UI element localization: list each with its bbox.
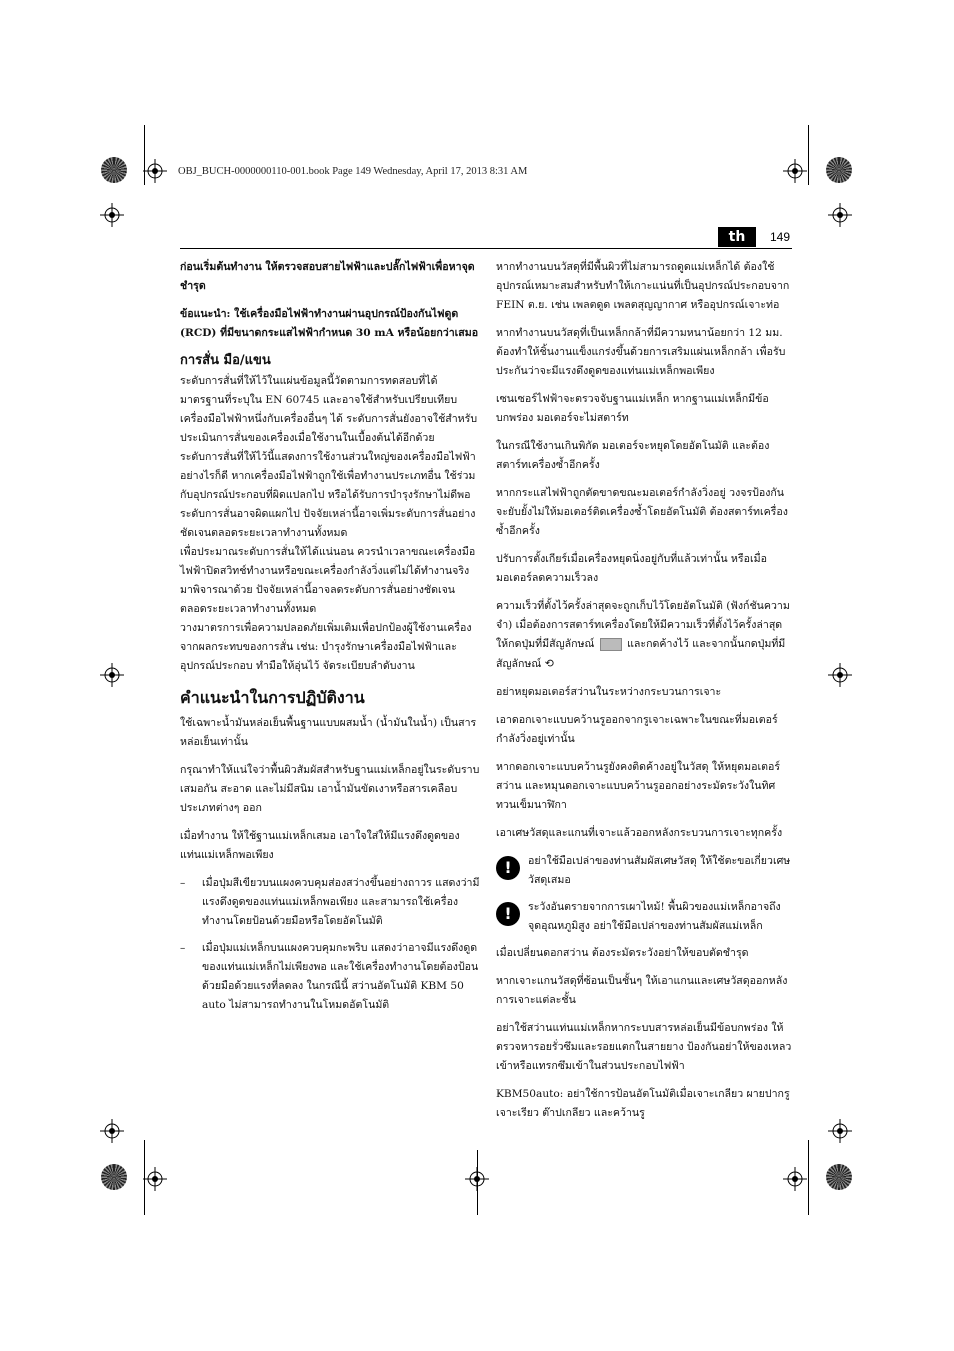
- stuck-cutter-text: หากดอกเจาะแบบคว้านรูยังคงติดค้างอยู่ในวัสดุ ให้หยุดมอเตอร์สว่าน และหมุนดอกเจาะแบบคว้านรูออกอย่างระมัดระวังในทิศทวนเข็มนาฬิกา: [496, 761, 781, 811]
- memory-function-text-b: และกดค้างไว้ และจากนั้นกดปุ่มที่มีสัญลักษณ์: [496, 638, 786, 670]
- change-cutter-text: เมื่อเปลี่ยนดอกสว่าน ต้องระมัดระวังอย่าให้ขอบตัดชำรุด: [496, 947, 749, 959]
- vibration-paragraph-2: ระดับการสั่นที่ให้ไว้นี้แสดงการใช้งานส่วนใหญ่ของเครื่องมือไฟฟ้า อย่างไรก็ดี หากเครื่องมือไฟฟ้าถูกใช้เพื่อทำงานประเภทอื่น ใช้ร่วมกับอุปกรณ์ประกอบที่ผิดแปลกไป หรือได้รับการบำรุงรักษาไม่ดีพอ ระดับการสั่นอาจผิดแผกไป ปัจจัยเหล่านี้อาจเพิ่มระดับการสั่นอย่างชัดเจนตลอดระยะเวลาทำงานทั้งหมด: [180, 451, 476, 539]
- warning-text: ระวังอันตรายจากการเผาไหม้! พื้นผิวของแม่เหล็กอาจถึงจุดอุณหภูมิสูง อย่าใช้มือเปล่าของท่านสัมผัสแม่เหล็ก: [528, 901, 781, 932]
- right-column: [496, 258, 792, 1132]
- memory-function-text-a: ความเร็วที่ตั้งไว้ครั้งล่าสุดจะถูกเก็บไว้โดยอัตโนมัติ (ฟังก์ชันความจำ) เมื่อต้องการสตาร์ทเครื่องโดยให้มีความเร็วที่ตั้งไว้ครั้งล่าสุด ให้กดปุ่มที่มีสัญลักษณ์: [496, 600, 790, 650]
- remove-cutter-text: เอาดอกเจาะแบบคว้านรูออกจากรูเจาะเฉพาะในขณะที่มอเตอร์กำลังวิ่งอยู่เท่านั้น: [496, 714, 778, 745]
- language-tag: th: [718, 227, 756, 247]
- list-item-text: เมื่อปุ่มแม่เหล็กบนแผงควบคุมกะพริบ แสดงว่าอาจมีแรงดึงดูดของแท่นแม่เหล็กไม่เพียงพอ และใช้เครื่องทำงานโดยต้องป้อนด้วยมือด้วยแรงที่ลดลง ในกรณีนี้ สว่านอัตโนมัติ KBM 50 auto ไม่สามารถทำงานในโหมดอัตโนมัติ: [202, 942, 479, 1011]
- registration-mark-left-lower: [100, 1119, 124, 1143]
- crop-line-bottom-right-v: [808, 1140, 809, 1215]
- safety-check-text: ก่อนเริ่มต้นทำงาน ให้ตรวจสอบสายไฟฟ้าและปลั๊กไฟฟ้าเพื่อหาจุดชำรุด: [180, 261, 475, 292]
- list-item: [180, 939, 480, 1015]
- operation-heading: คำแนะนำในการปฏิบัติงาน: [180, 688, 365, 707]
- gear-setting-text: ปรับการตั้งเกียร์เมื่อเครื่องหยุดนิ่งอยู่กับที่แล้วเท่านั้น หรือเมื่อมอเตอร์ลดความเร็วลง: [496, 553, 767, 584]
- nonmagnetic-material-text: หากทำงานบนวัสดุที่มีพื้นผิวที่ไม่สามารถดูดแม่เหล็กได้ ต้องใช้อุปกรณ์เหมาะสมสำหรับทำให้เกาะแน่นที่เป็นอุปกรณ์ประกอบจาก FEIN ต.ย. เช่น เพลตดูด เพลตสุญญากาศ หรืออุปกรณ์เจาะท่อ: [496, 261, 790, 311]
- overload-text: ในกรณีใช้งานเกินพิกัด มอเตอร์จะหยุดโดยอัตโนมัติ และต้องสตาร์ทเครื่องซ้ำอีกครั้ง: [496, 440, 770, 471]
- power-interruption-text: หากกระแสไฟฟ้าถูกตัดขาดขณะมอเตอร์กำลังวิ่งอยู่ วงจรป้องกันจะยับยั้งไม่ให้มอเตอร์ติดเครื่องซ้ำโดยอัตโนมัติ ต้องสตาร์ทเครื่องซ้ำอีกครั้ง: [496, 487, 788, 537]
- color-target-top-left: [101, 157, 127, 183]
- list-item-text: เมื่อปุ่มสีเขียวบนแผงควบคุมส่องสว่างขึ้นอย่างถาวร แสดงว่ามีแรงดึงดูดของแท่นแม่เหล็กพอเพียง และสามารถใช้เครื่องทำงานโดยป้อนด้วยมือหรือโดยอัตโนมัติ: [202, 877, 480, 927]
- operation-paragraph-2: กรุณาทำให้แน่ใจว่าพื้นผิวสัมผัสสำหรับฐานแม่เหล็กอยู่ในระดับราบเสมอกัน สะอาด และไม่มีสนิม เอาน้ำมันขัดเงาหรือสารเคลือบประเภทต่างๆ ออก: [180, 764, 480, 814]
- registration-mark-right-upper: [828, 203, 852, 227]
- list-item: [180, 874, 480, 931]
- registration-mark-top-right: [783, 159, 807, 183]
- registration-mark-right-lower: [828, 1119, 852, 1143]
- vibration-paragraph-1: ระดับการสั่นที่ให้ไว้ในแผ่นข้อมูลนี้วัดตามการทดสอบที่ได้มาตรฐานที่ระบุใน EN 60745 และอาจใช้สำหรับเปรียบเทียบเครื่องมือไฟฟ้าหนึ่งกับเครื่องอื่นๆ ได้ ระดับการสั่นยังอาจใช้สำหรับประเมินการสั่นของเครื่องเมื่อใช้งานในเบื้องต้นได้อีกด้วย: [180, 375, 478, 444]
- left-column: [180, 258, 480, 1023]
- warning-text: อย่าใช้มือเปล่าของท่านสัมผัสเศษวัสดุ ให้ใช้ตะขอเกี่ยวเศษวัสดุเสมอ: [528, 855, 791, 886]
- memory-function-text: [496, 597, 792, 674]
- speed-button-icon: [600, 638, 622, 651]
- layered-material-text: หากเจาะแกนวัสดุที่ซ้อนเป็นชั้นๆ ให้เอาแกนและเศษวัสดุออกหลังการเจาะแต่ละชั้น: [496, 975, 788, 1006]
- registration-mark-bottom-left: [143, 1167, 167, 1191]
- kbm50auto-text: KBM50auto: อย่าใช้การป้อนอัตโนมัติเมื่อเจาะเกลียว ผายปากรูเจาะเรียว ต๊าปเกลียว และคว้านรู: [496, 1088, 790, 1119]
- registration-mark-right-middle: [828, 663, 852, 687]
- warning-icon: !: [496, 856, 520, 880]
- do-not-stop-text: อย่าหยุดมอเตอร์สว่านในระหว่างกระบวนการเจาะ: [496, 686, 722, 698]
- motor-start-icon: ⟲: [544, 657, 554, 670]
- color-target-bottom-right: [826, 1164, 852, 1190]
- warning-item: [496, 898, 792, 936]
- header-rule: [180, 248, 792, 249]
- crop-line-bottom-left-v: [144, 1140, 145, 1215]
- vibration-paragraph-3: เพื่อประมาณระดับการสั่นให้ได้แน่นอน ควรนำเวลาขณะเครื่องมือไฟฟ้าปิดสวิทช์ทำงานหรือขณะเครื่องกำลังวิ่งแต่ไม่ได้ทำงานจริงมาพิจารณาด้วย ปัจจัยเหล่านี้อาจลดระดับการสั่นอย่างชัดเจนตลอดระยะเวลาทำงานทั้งหมด: [180, 546, 476, 615]
- list-dash: –: [180, 942, 186, 954]
- coolant-defect-text: อย่าใช้สว่านแท่นแม่เหล็กหากระบบสารหล่อเย็นมีข้อบกพร่อง ให้ตรวจหารอยรั่วซึมและรอยแตกในสายยาง ป้องกันอย่าให้ของเหลวเข้าหรือแทรกซึมเข้าในส่วนประกอบไฟฟ้า: [496, 1022, 792, 1072]
- thin-steel-text: หากทำงานบนวัสดุที่เป็นเหล็กกล้าที่มีความหนาน้อยกว่า 12 มม. ต้องทำให้ชิ้นงานแข็งแกร่งขึ้นด้วยการเสริมแผ่นเหล็กกล้า เพื่อรับประกันว่าจะมีแรงดึงดูดของแท่นแม่เหล็กพอเพียง: [496, 327, 786, 377]
- registration-mark-top-left: [143, 159, 167, 183]
- vibration-paragraph-4: วางมาตรการเพื่อความปลอดภัยเพิ่มเติมเพื่อปกป้องผู้ใช้งานเครื่องจากผลกระทบของการสั่น เช่น: บำรุงรักษาเครื่องมือไฟฟ้าและอุปกรณ์ประกอบ ทำมือให้อุ่นไว้ จัดระเบียบลำดับงาน: [180, 622, 472, 672]
- print-header-info: OBJ_BUCH-0000000110-001.book Page 149 Wednesday, April 17, 2013 8:31 AM: [178, 166, 528, 177]
- remove-chips-text: เอาเศษวัสดุและแกนที่เจาะแล้วออกหลังกระบวนการเจาะทุกครั้ง: [496, 827, 783, 839]
- operation-paragraph-1: ใช้เฉพาะน้ำมันหล่อเย็นพื้นฐานแบบผสมน้ำ (น้ำมันในน้ำ) เป็นสารหล่อเย็นเท่านั้น: [180, 717, 477, 748]
- registration-mark-bottom-right: [783, 1167, 807, 1191]
- list-dash: –: [180, 877, 186, 889]
- sensor-text: เซนเซอร์ไฟฟ้าจะตรวจจับฐานแม่เหล็ก หากฐานแม่เหล็กมีข้อบกพร่อง มอเตอร์จะไม่สตาร์ท: [496, 393, 769, 424]
- rcd-recommendation: ข้อแนะนำ: ใช้เครื่องมือไฟฟ้าทำงานผ่านอุปกรณ์ป้องกันไฟดูด (RCD) ที่มีขนาดกระแสไฟฟ้ากำหนด 30 mA หรือน้อยกว่าเสมอ: [180, 308, 479, 339]
- registration-mark-left-middle: [100, 663, 124, 687]
- page-number: 149: [770, 230, 791, 244]
- warning-item: [496, 852, 792, 890]
- color-target-bottom-left: [101, 1164, 127, 1190]
- operation-paragraph-3: เมื่อทำงาน ให้ใช้ฐานแม่เหล็กเสมอ เอาใจใส่ให้มีแรงดึงดูดของแท่นแม่เหล็กพอเพียง: [180, 830, 460, 861]
- registration-mark-left-upper: [100, 203, 124, 227]
- crop-line-top-right-v: [808, 125, 809, 185]
- warning-icon: !: [496, 902, 520, 926]
- vibration-heading: การสั่น มือ/แขน: [180, 353, 271, 368]
- crop-line-top-left-v: [144, 125, 145, 185]
- color-target-top-right: [826, 157, 852, 183]
- crop-line-bottom-center-v: [477, 1150, 478, 1215]
